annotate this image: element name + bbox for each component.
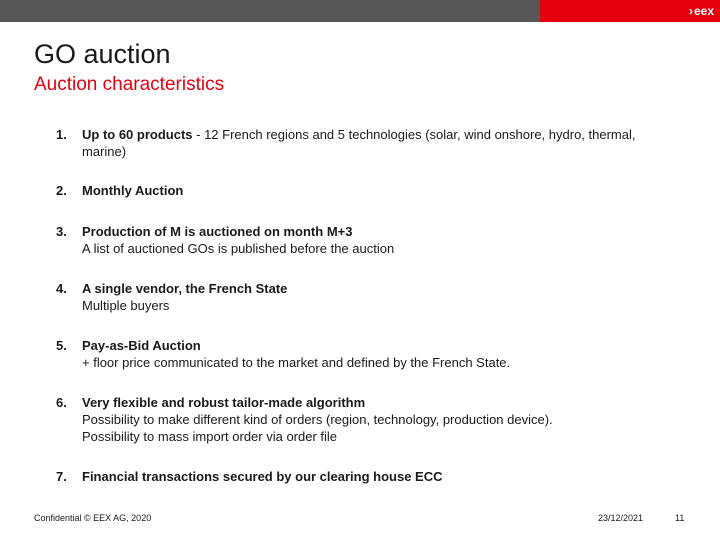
item-heading: Monthly Auction [82, 183, 184, 198]
list-number: 3. [56, 224, 67, 239]
item-description: - 12 French regions and 5 technologies (solar, wind onshore, hydro, thermal, marine) [82, 127, 636, 159]
list-number: 2. [56, 183, 67, 198]
list-body [82, 126, 642, 160]
item-detail: + floor price communicated to the market and defined by the French State. [82, 355, 511, 370]
item-detail: Possibility to make different kind of orders (region, technology, production device). [82, 412, 553, 427]
list-body [82, 337, 642, 371]
item-heading: Pay-as-Bid Auction [82, 338, 201, 353]
item-heading: A single vendor, the French State [82, 281, 288, 296]
footer-confidential: Confidential © EEX AG, 2020 [34, 513, 152, 523]
item-heading: Up to 60 products [82, 127, 193, 142]
item-heading: Financial transactions secured by our clearing house ECC [82, 469, 443, 484]
list-number: 5. [56, 338, 67, 353]
list-body [82, 394, 642, 445]
item-detail: Possibility to mass import order via order file [82, 429, 338, 444]
list-body [82, 223, 642, 257]
chevron-right-icon: › [688, 4, 693, 18]
page-number: 11 [675, 513, 685, 523]
slide-title: GO auction [34, 39, 171, 69]
item-detail: Multiple buyers [82, 298, 170, 313]
list-body [82, 280, 642, 314]
slide-subtitle: Auction characteristics [34, 74, 225, 95]
logo-text: eex [693, 4, 714, 18]
list-number: 1. [56, 127, 67, 142]
list-number: 4. [56, 281, 67, 296]
footer-date: 23/12/2021 [598, 513, 644, 523]
item-detail: A list of auctioned GOs is published before the auction [82, 241, 395, 256]
list-number: 7. [56, 469, 67, 484]
list-body [82, 468, 642, 485]
list-number: 6. [56, 395, 67, 410]
list-body [82, 182, 642, 199]
item-heading: Very flexible and robust tailor-made algorithm [82, 395, 366, 410]
item-heading: Production of M is auctioned on month M+3 [82, 224, 353, 239]
